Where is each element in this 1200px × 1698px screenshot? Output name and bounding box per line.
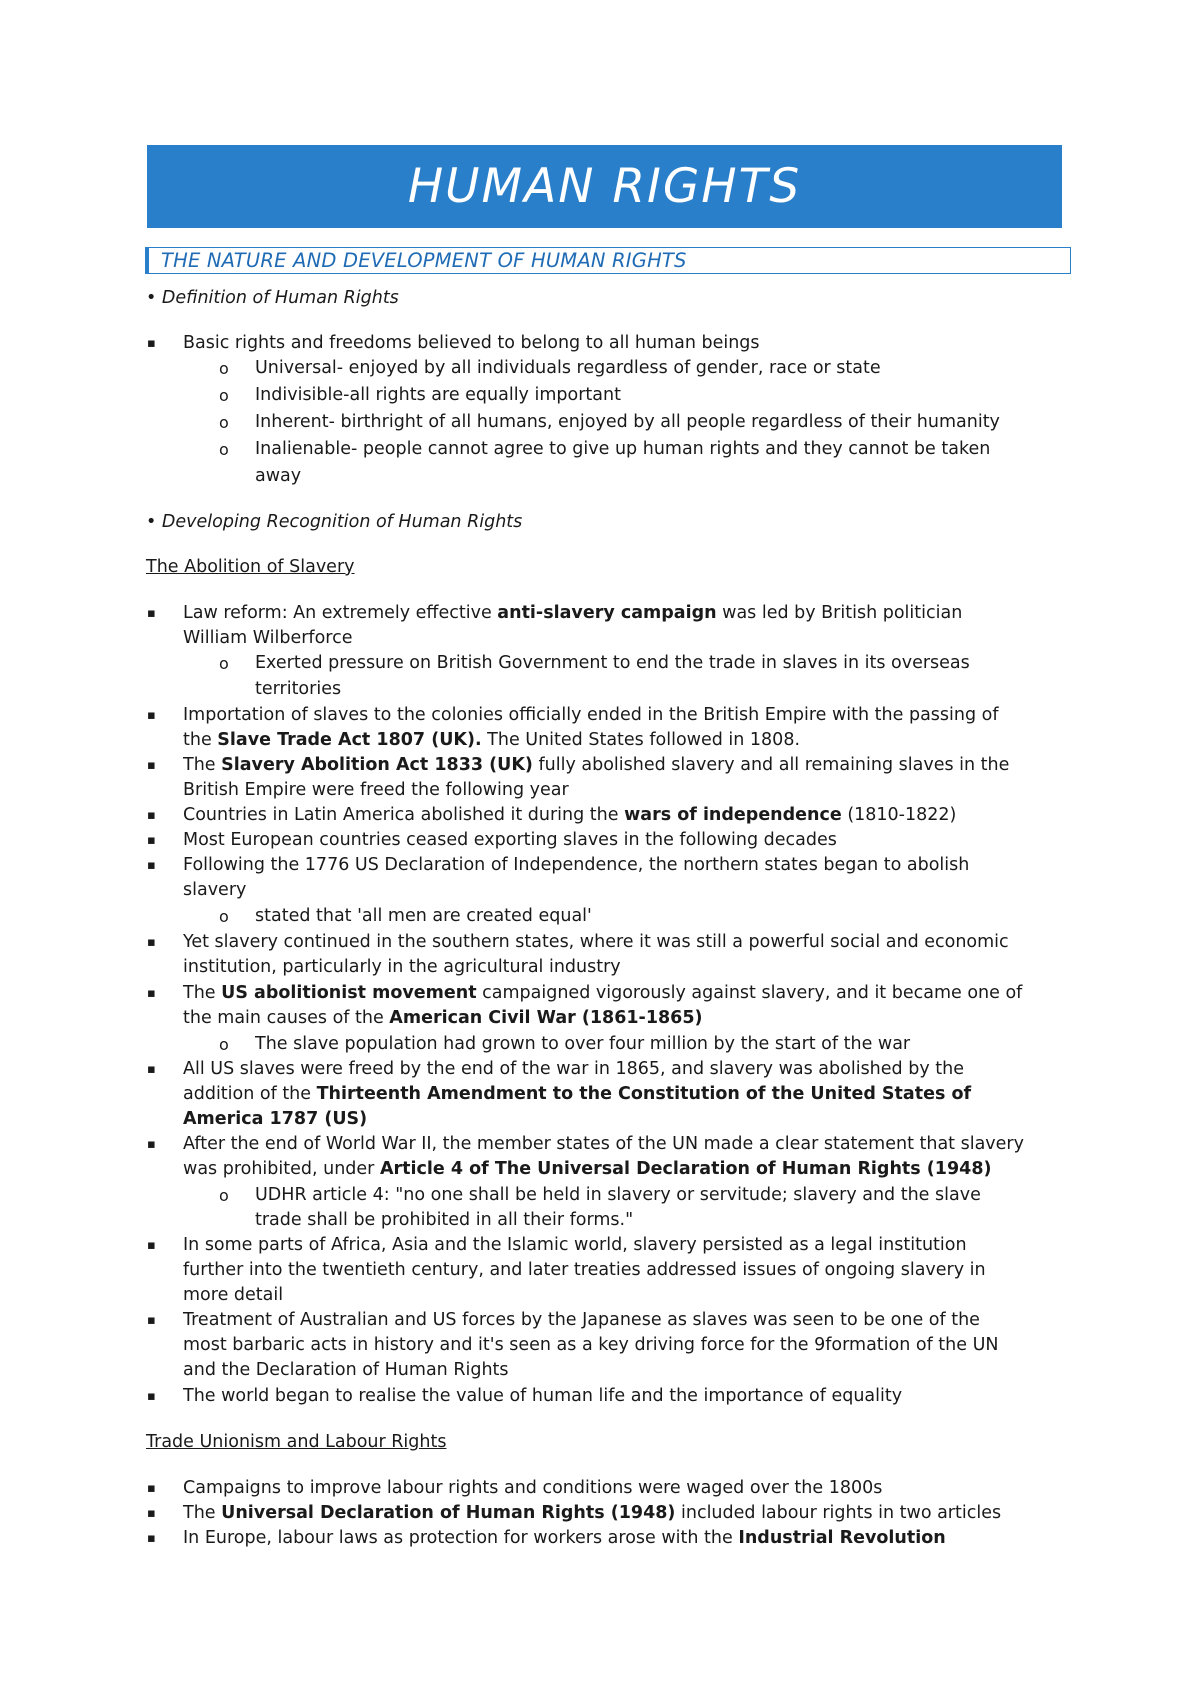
- square-bullet-icon: ▪: [147, 1238, 156, 1253]
- square-bullet-icon: ▪: [147, 1506, 156, 1521]
- square-bullet-icon: ▪: [147, 1313, 156, 1328]
- list-item-continued: most barbaric acts in history and it's seen as a key driving force for the 9formation of the UN: [183, 1335, 999, 1355]
- sub-list-item: Inalienable- people cannot agree to give up human rights and they cannot be taken: [255, 439, 991, 459]
- sub-list-item: Inherent- birthright of all humans, enjoyed by all people regardless of their humanity: [255, 412, 1000, 432]
- sub-list-item: UDHR article 4: "no one shall be held in slavery or servitude; slavery and the slave: [255, 1185, 981, 1205]
- list-item-continued: addition of the Thirteenth Amendment to the Constitution of the United States of: [183, 1084, 972, 1104]
- list-item: Countries in Latin America abolished it during the wars of independence (1810-1822): [183, 805, 957, 825]
- square-bullet-icon: ▪: [147, 1531, 156, 1546]
- o-bullet-icon: o: [219, 654, 229, 673]
- square-bullet-icon: ▪: [147, 808, 156, 823]
- square-bullet-icon: ▪: [147, 1062, 156, 1077]
- title-banner: [147, 145, 1062, 228]
- list-item: The world began to realise the value of human life and the importance of equality: [183, 1386, 903, 1406]
- section-heading-box: [145, 247, 1071, 274]
- o-bullet-icon: o: [219, 1186, 229, 1205]
- list-item: Yet slavery continued in the southern states, where it was still a powerful social and economic: [183, 932, 1009, 952]
- list-item: The Universal Declaration of Human Rights (1948) included labour rights in two articles: [183, 1503, 1002, 1523]
- heading-trade-unionism: Trade Unionism and Labour Rights: [146, 1432, 447, 1452]
- o-bullet-icon: o: [219, 359, 229, 378]
- list-item: Treatment of Australian and US forces by the Japanese as slaves was seen to be one of the: [183, 1310, 980, 1330]
- list-item: All US slaves were freed by the end of the war in 1865, and slavery was abolished by the: [183, 1059, 964, 1079]
- list-item: Campaigns to improve labour rights and conditions were waged over the 1800s: [183, 1478, 883, 1498]
- list-item: Following the 1776 US Declaration of Independence, the northern states began to abolish: [183, 855, 970, 875]
- sub-list-item: The slave population had grown to over four million by the start of the war: [255, 1034, 911, 1054]
- square-bullet-icon: ▪: [147, 758, 156, 773]
- square-bullet-icon: ▪: [147, 986, 156, 1001]
- list-item: In Europe, labour laws as protection for workers arose with the Industrial Revolution: [183, 1528, 946, 1548]
- square-bullet-icon: ▪: [147, 833, 156, 848]
- square-bullet-icon: ▪: [147, 935, 156, 950]
- o-bullet-icon: o: [219, 440, 229, 459]
- heading-abolition-of-slavery: The Abolition of Slavery: [146, 557, 355, 577]
- list-item-continued: institution, particularly in the agricultural industry: [183, 957, 621, 977]
- list-item: The US abolitionist movement campaigned vigorously against slavery, and it became one of: [183, 983, 1023, 1003]
- diamond-bullet-icon: •: [146, 288, 157, 308]
- square-bullet-icon: ▪: [147, 858, 156, 873]
- list-item-continued: was prohibited, under Article 4 of The Universal Declaration of Human Rights (1948): [183, 1159, 992, 1179]
- o-bullet-icon: o: [219, 386, 229, 405]
- square-bullet-icon: ▪: [147, 606, 156, 621]
- sub-list-item-continued: away: [255, 466, 302, 486]
- sub-list-item: Exerted pressure on British Government to end the trade in slaves in its overseas: [255, 653, 970, 673]
- list-item: Basic rights and freedoms believed to belong to all human beings: [183, 333, 760, 353]
- list-item-continued: William Wilberforce: [183, 628, 353, 648]
- list-item-continued: and the Declaration of Human Rights: [183, 1360, 509, 1380]
- list-item: After the end of World War II, the member states of the UN made a clear statement that slavery: [183, 1134, 1024, 1154]
- square-bullet-icon: ▪: [147, 1481, 156, 1496]
- section-heading: THE NATURE AND DEVELOPMENT OF HUMAN RIGHTS: [161, 249, 687, 272]
- sub-list-item-continued: territories: [255, 679, 342, 699]
- list-item-continued: the Slave Trade Act 1807 (UK). The United States followed in 1808.: [183, 730, 801, 750]
- diamond-bullet-icon: •: [146, 512, 157, 532]
- list-item-continued: British Empire were freed the following year: [183, 780, 569, 800]
- sub-list-item: Universal- enjoyed by all individuals regardless of gender, race or state: [255, 358, 881, 378]
- list-item-continued: slavery: [183, 880, 247, 900]
- o-bullet-icon: o: [219, 413, 229, 432]
- list-item: The Slavery Abolition Act 1833 (UK) fully abolished slavery and all remaining slaves in the: [183, 755, 1010, 775]
- square-bullet-icon: ▪: [147, 1389, 156, 1404]
- list-item-continued: more detail: [183, 1285, 284, 1305]
- document-title: HUMAN RIGHTS: [407, 159, 802, 214]
- subheading-definition: • Definition of Human Rights: [146, 288, 399, 308]
- o-bullet-icon: o: [219, 907, 229, 926]
- square-bullet-icon: ▪: [147, 1137, 156, 1152]
- list-item: Most European countries ceased exporting slaves in the following decades: [183, 830, 837, 850]
- list-item: In some parts of Africa, Asia and the Islamic world, slavery persisted as a legal institution: [183, 1235, 967, 1255]
- list-item: Importation of slaves to the colonies officially ended in the British Empire with the passing of: [183, 705, 999, 725]
- list-item: Law reform: An extremely effective anti-slavery campaign was led by British politician: [183, 603, 963, 623]
- sub-list-item: stated that 'all men are created equal': [255, 906, 592, 926]
- list-item-continued: America 1787 (US): [183, 1109, 368, 1129]
- subheading-developing: • Developing Recognition of Human Rights: [146, 512, 523, 532]
- o-bullet-icon: o: [219, 1035, 229, 1054]
- square-bullet-icon: ▪: [147, 708, 156, 723]
- sub-list-item-continued: trade shall be prohibited in all their forms.": [255, 1210, 634, 1230]
- square-bullet-icon: ▪: [147, 336, 156, 351]
- list-item-continued: the main causes of the American Civil War (1861-1865): [183, 1008, 703, 1028]
- list-item-continued: further into the twentieth century, and later treaties addressed issues of ongoing slavery in: [183, 1260, 986, 1280]
- sub-list-item: Indivisible-all rights are equally important: [255, 385, 621, 405]
